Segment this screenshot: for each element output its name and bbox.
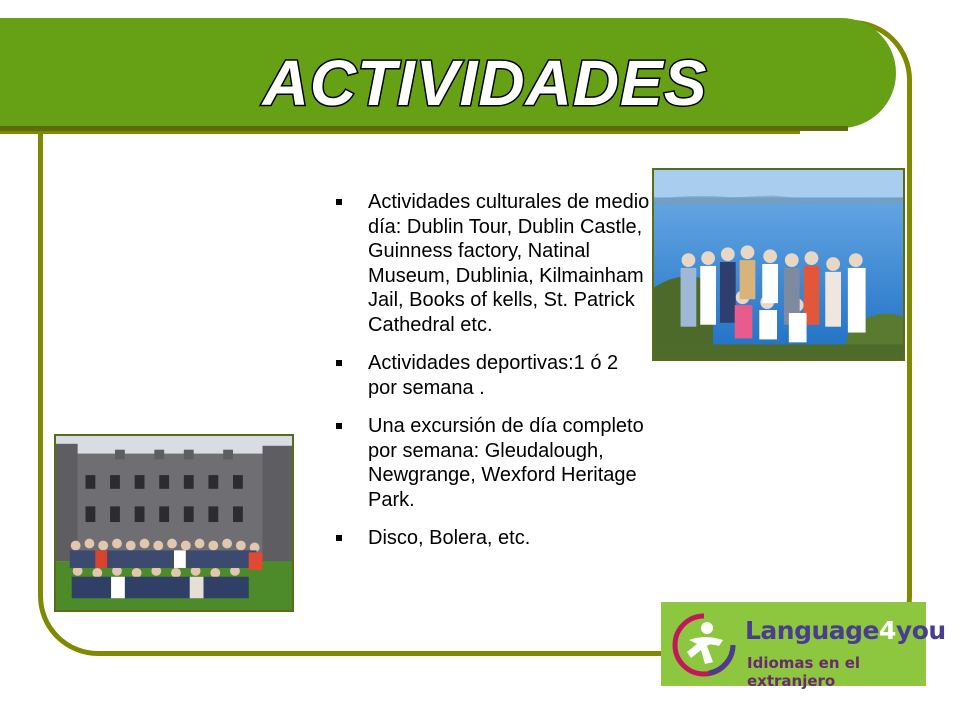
header-rule-secondary bbox=[0, 131, 800, 134]
logo-name-part: Language bbox=[745, 616, 880, 645]
bullet-marker-icon bbox=[336, 199, 342, 205]
bullet-list bbox=[330, 190, 650, 565]
logo-name bbox=[745, 616, 946, 645]
bullet-text: Disco, Bolera, etc. bbox=[368, 527, 531, 549]
logo-name-part: you bbox=[895, 616, 946, 645]
logo-tagline: Idiomas en el extranjero bbox=[747, 654, 861, 690]
bullet-item bbox=[330, 190, 650, 337]
bullet-item bbox=[330, 351, 650, 400]
logo-name-number: 4 bbox=[879, 616, 896, 645]
bullet-text: Actividades culturales de medio día: Dublin Tour, Dublin Castle, Guinness factory, Natinal Museum, Dublinia, Kilmainham Jail, Books of kells, St. Patrick Cathedral etc. bbox=[368, 191, 650, 336]
bullet-marker-icon bbox=[336, 535, 342, 541]
logo-figure-icon bbox=[669, 610, 739, 680]
bullet-text: Una excursión de día completo por semana: Gleudalough, Newgrange, Wexford Heritage Park. bbox=[368, 415, 644, 511]
slide-title: ACTIVIDADES bbox=[262, 47, 708, 119]
group-cliff-photo bbox=[652, 168, 905, 361]
language4you-logo bbox=[661, 602, 946, 690]
bullet-item bbox=[330, 526, 650, 551]
bullet-text: Actividades deportivas:1 ó 2 por semana . bbox=[368, 352, 619, 399]
bullet-item bbox=[330, 414, 650, 512]
bullet-marker-icon bbox=[336, 360, 342, 366]
group-castle-photo bbox=[54, 434, 294, 612]
bullet-marker-icon bbox=[336, 423, 342, 429]
